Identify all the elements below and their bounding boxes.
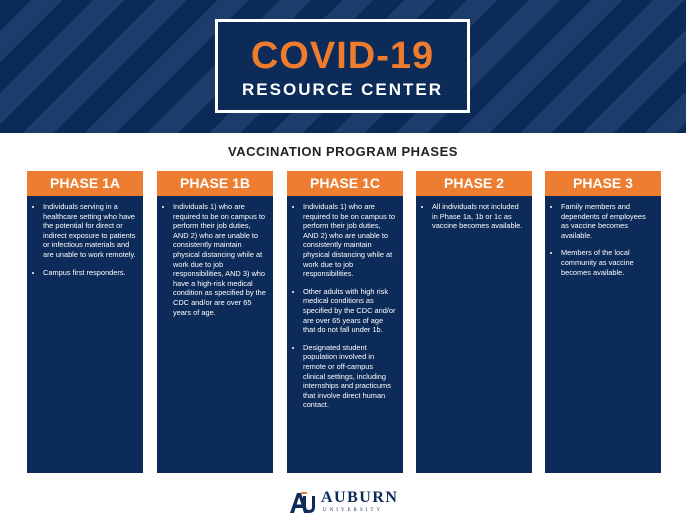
phase-2-body — [416, 196, 532, 473]
header-banner — [0, 0, 686, 133]
logo-subtext: UNIVERSITY — [323, 508, 383, 513]
phase-1b-list — [163, 202, 267, 317]
list-item: • Members of the local community as vaccine becomes available. — [561, 248, 655, 277]
list-item: • Campus first responders. — [43, 268, 137, 278]
list-item: • Family members and dependents of employees as vaccine becomes available. — [561, 202, 655, 240]
phase-1c-header: PHASE 1C — [287, 171, 403, 196]
phase-1b-body — [157, 196, 273, 473]
phase-1c-body — [287, 196, 403, 473]
section-title: VACCINATION PROGRAM PHASES — [228, 144, 458, 159]
phase-1b-header: PHASE 1B — [157, 171, 273, 196]
list-item: • Individuals 1) who are required to be on campus to perform their job duties, AND 2) who are unable to consistently maintain physical distancing while at work due to job responsibilities. — [303, 202, 397, 279]
list-item: • Individuals 1) who are required to be on campus to perform their job duties, AND 2) who are unable to consistently maintain physical distancing while at work due to job responsibilities, AND 3) who have a high-risk medical condition as specified by the CDC and/or are over 65 years of age. — [173, 202, 267, 317]
list-item: • All individuals not included in Phase 1a, 1b or 1c as vaccine becomes available. — [432, 202, 526, 231]
phase-1a-body — [27, 196, 143, 473]
phase-3-list — [551, 202, 655, 277]
phase-1c-list — [293, 202, 397, 410]
logo-wordmark: AUBURN — [321, 489, 399, 506]
list-item: • Individuals serving in a healthcare setting who have the potential for direct or indirect exposure to patients or infectious materials and are unable to work remotely. — [43, 202, 137, 260]
list-item: • Designated student population involved in remote or off-campus clinical settings, including internships and practicums that involve direct human contact. — [303, 343, 397, 410]
phase-2-header: PHASE 2 — [416, 171, 532, 196]
phase-2-list — [422, 202, 526, 231]
phase-1a-list — [33, 202, 137, 277]
phase-3-body — [545, 196, 661, 473]
auburn-logo — [287, 486, 407, 520]
auburn-au-icon — [287, 488, 317, 518]
page-subtitle: RESOURCE CENTER — [242, 80, 443, 99]
phase-1a-header: PHASE 1A — [27, 171, 143, 196]
phase-3-header: PHASE 3 — [545, 171, 661, 196]
list-item: • Other adults with high risk medical conditions as specified by the CDC and/or are over 65 years of age that do not fall under 1b. — [303, 287, 397, 335]
page-title: COVID-19 — [250, 35, 435, 77]
title-box — [215, 19, 470, 113]
